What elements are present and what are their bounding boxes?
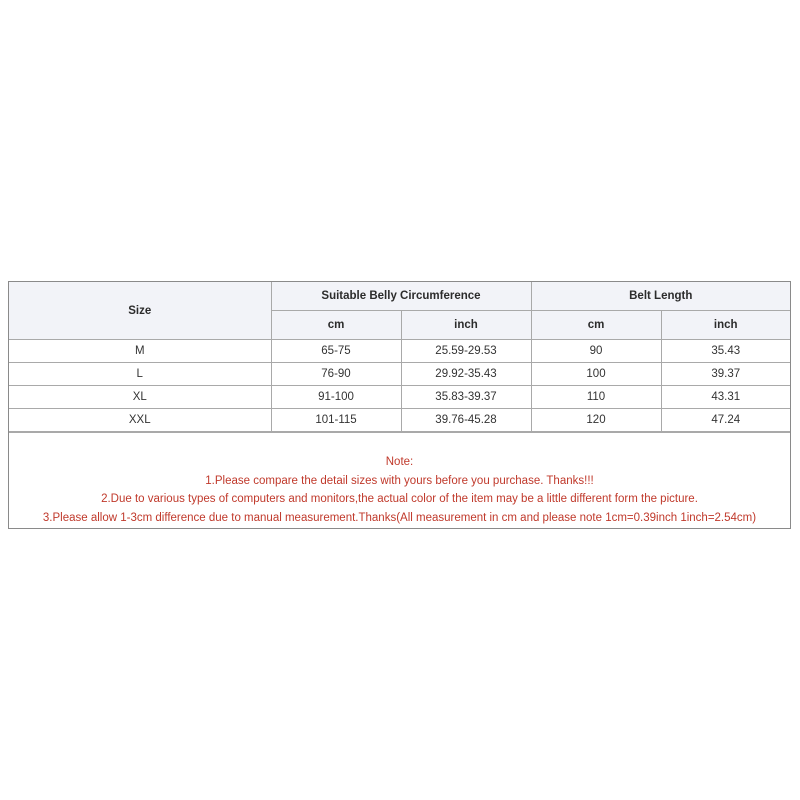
belly-inch-cell: 29.92-35.43 (401, 363, 531, 386)
belly-inch-cell: 39.76-45.28 (401, 409, 531, 432)
size-cell: XXL (9, 409, 271, 432)
note-title: Note: (385, 456, 414, 468)
note-line-2: 2.Due to various types of computers and monitors,the actual color of the item may be a little different form the picture. (101, 493, 698, 505)
belt-inch-cell: 35.43 (661, 340, 790, 363)
table-row (9, 363, 790, 386)
size-chart (8, 281, 791, 529)
header-row-groups (9, 282, 790, 311)
table-row (9, 409, 790, 432)
unit-header-belt-inch: inch (661, 311, 790, 340)
belt-length-header: Belt Length (531, 282, 790, 311)
size-cell: L (9, 363, 271, 386)
belly-inch-cell: 25.59-29.53 (401, 340, 531, 363)
belt-cm-cell: 120 (531, 409, 661, 432)
belly-cm-cell: 65-75 (271, 340, 401, 363)
belly-cm-cell: 101-115 (271, 409, 401, 432)
belt-inch-cell: 39.37 (661, 363, 790, 386)
belly-circumference-header: Suitable Belly Circumference (271, 282, 531, 311)
size-cell: XL (9, 386, 271, 409)
belly-cm-cell: 91-100 (271, 386, 401, 409)
size-column-header: Size (9, 282, 271, 340)
unit-header-belt-cm: cm (531, 311, 661, 340)
belt-cm-cell: 90 (531, 340, 661, 363)
table-row (9, 340, 790, 363)
belt-inch-cell: 43.31 (661, 386, 790, 409)
size-cell: M (9, 340, 271, 363)
belt-cm-cell: 110 (531, 386, 661, 409)
table-row (9, 386, 790, 409)
unit-header-belly-inch: inch (401, 311, 531, 340)
belly-cm-cell: 76-90 (271, 363, 401, 386)
notes-section (9, 432, 790, 528)
unit-header-belly-cm: cm (271, 311, 401, 340)
belly-inch-cell: 35.83-39.37 (401, 386, 531, 409)
note-line-1: 1.Please compare the detail sizes with yours before you purchase. Thanks!!! (205, 474, 594, 487)
belt-inch-cell: 47.24 (661, 409, 790, 432)
belt-cm-cell: 100 (531, 363, 661, 386)
note-line-3: 3.Please allow 1-3cm difference due to manual measurement.Thanks(All measurement in cm and please note 1cm=0.39inch 1inch=2.54cm) (42, 511, 757, 524)
size-table (9, 282, 790, 432)
